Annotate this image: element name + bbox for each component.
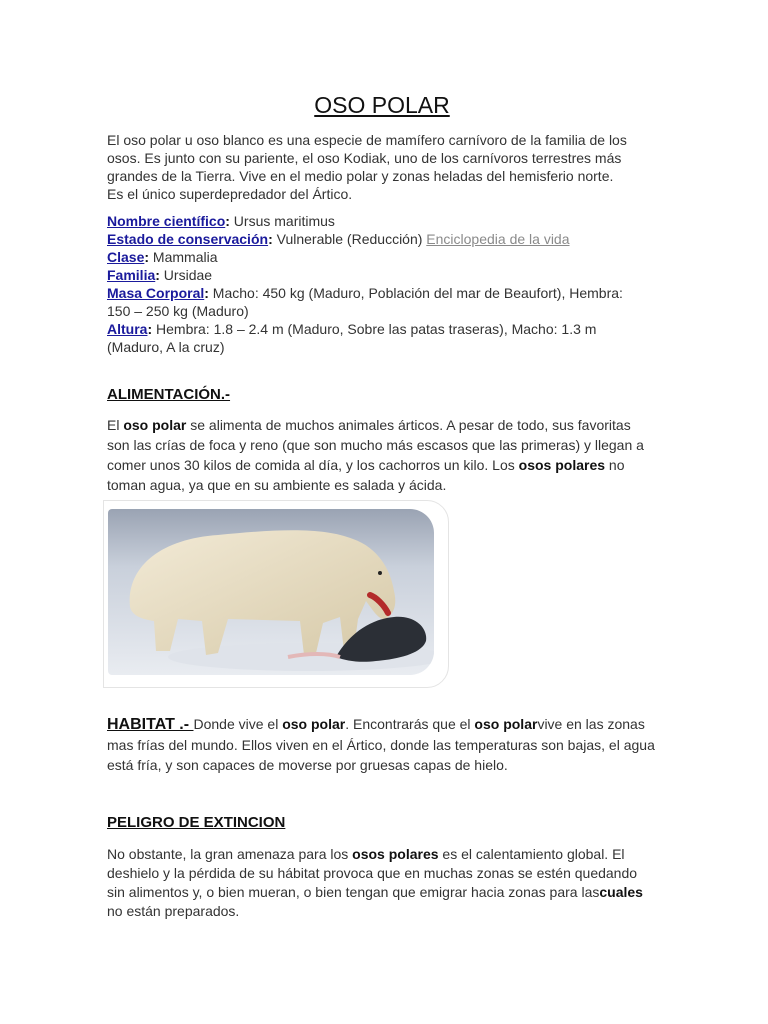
habitat-heading: HABITAT .- [107,716,194,733]
fact-estado-conservacion: Estado de conservación: Vulnerable (Reducción) Enciclopedia de la vida [107,231,570,247]
fact-value: Ursus maritimus [229,213,335,229]
fact-value: Hembra: 1.8 – 2.4 m (Maduro, Sobre las patas traseras), Macho: 1.3 m (Maduro, A la cruz) [107,321,597,355]
fact-value: Ursidae [159,267,213,283]
fact-label-link[interactable]: Nombre científico [107,213,226,229]
photo-frame [103,500,449,688]
alimentacion-heading: ALIMENTACIÓN.- [107,386,231,403]
page-title: OSO POLAR [314,92,450,118]
fact-familia: Familia: Ursidae [107,267,213,283]
fact-nombre-cientifico: Nombre científico: Ursus maritimus [107,213,335,229]
enciclopedia-link[interactable]: Enciclopedia de la vida [426,231,570,247]
fact-label-link[interactable]: Masa Corporal [107,285,205,301]
polar-bear-photo [108,509,434,675]
fact-altura: Altura: Hembra: 1.8 – 2.4 m (Maduro, Sobre las patas traseras), Macho: 1.3 m (Maduro, A la cruz) [107,321,597,355]
peligro-heading: PELIGRO DE EXTINCION [107,814,286,831]
intro-paragraph: El oso polar u oso blanco es una especie de mamífero carnívoro de la familia de los osos. Es junto con su pariente, el oso Kodiak, uno de los carnívoros terrestres más grandes de la Tierra. Vive en el medio polar y zonas heladas del hemisferio norte. Es el único superdepredador del Ártico. [107,132,627,202]
facts-list [107,212,637,356]
fact-value: Mammalia [149,249,218,265]
fact-label-link[interactable]: Estado de conservación [107,231,269,247]
fact-value: Vulnerable (Reducción) [272,231,427,247]
peligro-paragraph: No obstante, la gran amenaza para los osos polares es el calentamiento global. El deshielo y la pérdida de su hábitat provoca que en muchas zonas se estén quedando sin alimentos y, o bien mueran, o bien tengan que emigrar hacia zonas para lascuales no están preparados. [107,846,643,919]
habitat-paragraph: HABITAT .- Donde vive el oso polar. Encontrarás que el oso polarvive en las zonas mas frías del mundo. Ellos viven en el Ártico, donde las temperaturas son bajas, el agua está fría, y son capaces de moverse por gruesas capas de hielo. [107,716,655,773]
fact-clase: Clase: Mammalia [107,249,218,265]
fact-value: Macho: 450 kg (Maduro, Población del mar de Beaufort), Hembra: 150 – 250 kg (Maduro) [107,285,623,319]
fact-masa-corporal: Masa Corporal: Macho: 450 kg (Maduro, Población del mar de Beaufort), Hembra: 150 – 250 kg (Maduro) [107,285,623,319]
fact-label-link[interactable]: Altura [107,321,148,337]
alimentacion-paragraph: El oso polar se alimenta de muchos animales árticos. A pesar de todo, sus favoritas son las crías de foca y reno (que son mucho más escasos que las primeras) y llegan a comer unos 30 kilos de comida al día, y los cachorros un kilo. Los osos polares no toman agua, ya que en su ambiente es salada y ácida. [107,417,644,493]
fact-label-link[interactable]: Familia [107,267,156,283]
fact-label-link[interactable]: Clase [107,249,145,265]
polar-bear-eating-seal-image [108,509,434,675]
